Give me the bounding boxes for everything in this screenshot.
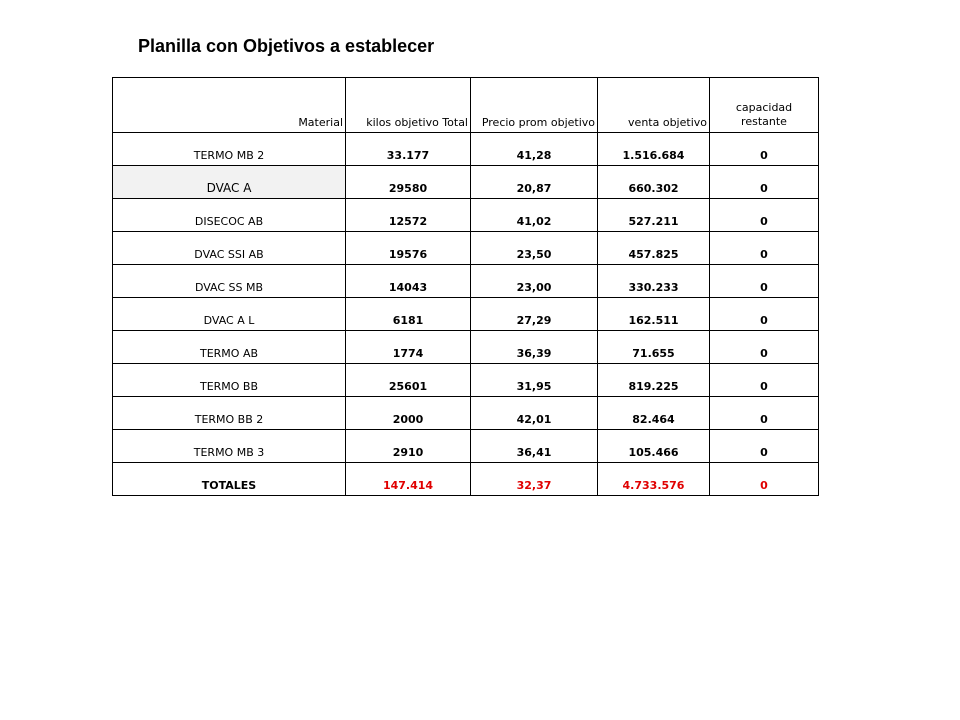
- cell-capacity: 0: [710, 133, 819, 166]
- table-row: [113, 331, 819, 364]
- page-title: Planilla con Objetivos a establecer: [138, 36, 435, 56]
- cell-material: DVAC A L: [113, 298, 346, 331]
- cell-sales: 82.464: [598, 397, 710, 430]
- cell-price: 23,00: [471, 265, 598, 298]
- cell-price: 42,01: [471, 397, 598, 430]
- cell-price: 20,87: [471, 166, 598, 199]
- cell-material: DVAC SS MB: [113, 265, 346, 298]
- column-header-material: Material: [113, 78, 346, 133]
- cell-capacity: 0: [710, 430, 819, 463]
- cell-sales: 330.233: [598, 265, 710, 298]
- cell-sales: 71.655: [598, 331, 710, 364]
- cell-kilos: 29580: [346, 166, 471, 199]
- cell-material: TERMO BB 2: [113, 397, 346, 430]
- cell-material: TERMO BB: [113, 364, 346, 397]
- cell-price: 41,02: [471, 199, 598, 232]
- cell-kilos: 12572: [346, 199, 471, 232]
- cell-kilos: 25601: [346, 364, 471, 397]
- cell-capacity: 0: [710, 364, 819, 397]
- cell-sales: 527.211: [598, 199, 710, 232]
- table-row: [113, 133, 819, 166]
- cell-capacity: 0: [710, 397, 819, 430]
- cell-capacity: 0: [710, 331, 819, 364]
- cell-capacity: 0: [710, 199, 819, 232]
- cell-material: DVAC A: [113, 166, 346, 199]
- cell-kilos: 1774: [346, 331, 471, 364]
- cell-sales: 660.302: [598, 166, 710, 199]
- table-row: [113, 232, 819, 265]
- cell-kilos: 2000: [346, 397, 471, 430]
- cell-sales: 457.825: [598, 232, 710, 265]
- cell-material: TERMO MB 2: [113, 133, 346, 166]
- total-capacity: 0: [710, 463, 819, 496]
- cell-material: TERMO AB: [113, 331, 346, 364]
- cell-price: 31,95: [471, 364, 598, 397]
- table-row: [113, 397, 819, 430]
- total-price: 32,37: [471, 463, 598, 496]
- cell-capacity: 0: [710, 265, 819, 298]
- column-header-sales: venta objetivo: [598, 78, 710, 133]
- cell-material: DISECOC AB: [113, 199, 346, 232]
- total-sales: 4.733.576: [598, 463, 710, 496]
- column-header-price: Precio prom objetivo: [471, 78, 598, 133]
- cell-kilos: 19576: [346, 232, 471, 265]
- cell-sales: 1.516.684: [598, 133, 710, 166]
- cell-sales: 162.511: [598, 298, 710, 331]
- cell-price: 36,41: [471, 430, 598, 463]
- cell-price: 23,50: [471, 232, 598, 265]
- totals-label: TOTALES: [113, 463, 346, 496]
- objectives-table: [112, 77, 819, 496]
- table-row: [113, 430, 819, 463]
- cell-material: TERMO MB 3: [113, 430, 346, 463]
- table-row: [113, 166, 819, 199]
- cell-price: 36,39: [471, 331, 598, 364]
- table-row: [113, 265, 819, 298]
- table-row: [113, 199, 819, 232]
- total-kilos: 147.414: [346, 463, 471, 496]
- cell-kilos: 14043: [346, 265, 471, 298]
- totals-row: [113, 463, 819, 496]
- cell-price: 27,29: [471, 298, 598, 331]
- column-header-capacity: capacidad restante: [710, 78, 819, 133]
- cell-kilos: 6181: [346, 298, 471, 331]
- cell-price: 41,28: [471, 133, 598, 166]
- table-row: [113, 364, 819, 397]
- cell-sales: 105.466: [598, 430, 710, 463]
- cell-capacity: 0: [710, 298, 819, 331]
- column-header-kilos: kilos objetivo Total: [346, 78, 471, 133]
- cell-capacity: 0: [710, 166, 819, 199]
- cell-kilos: 2910: [346, 430, 471, 463]
- table-header-row: [113, 78, 819, 133]
- cell-sales: 819.225: [598, 364, 710, 397]
- cell-capacity: 0: [710, 232, 819, 265]
- cell-material: DVAC SSI AB: [113, 232, 346, 265]
- table-row: [113, 298, 819, 331]
- cell-kilos: 33.177: [346, 133, 471, 166]
